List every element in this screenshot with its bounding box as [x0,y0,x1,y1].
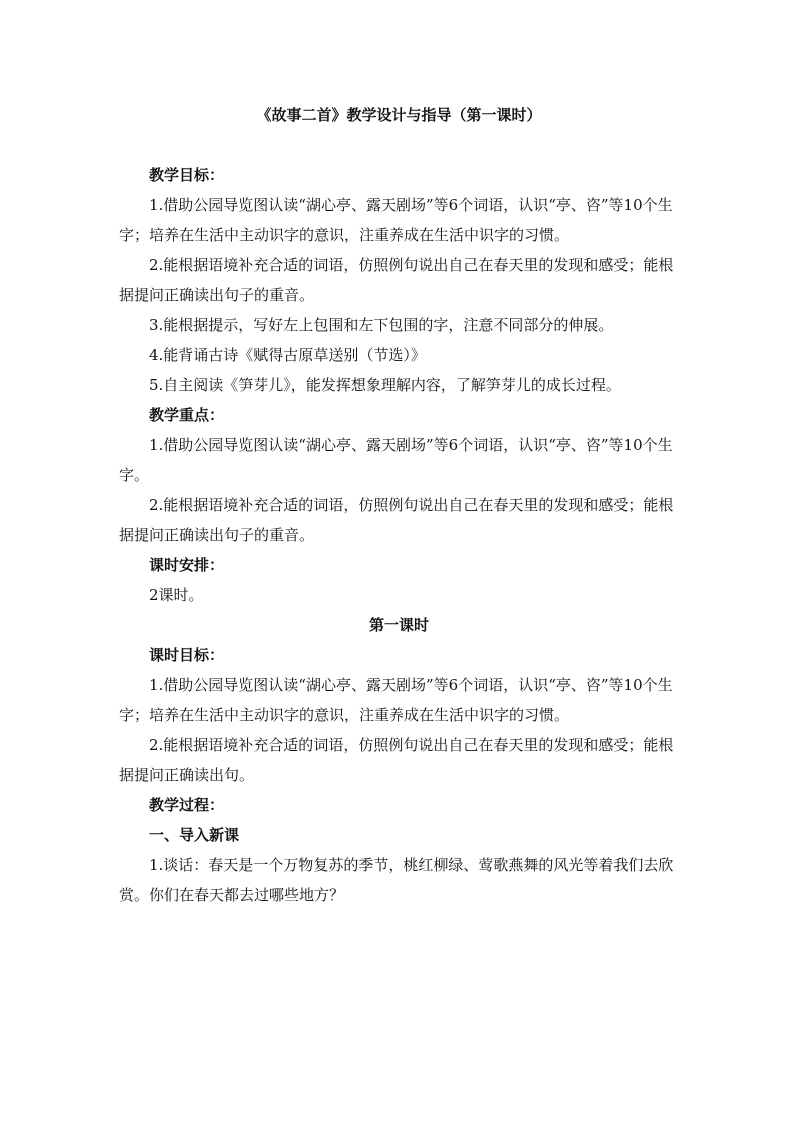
goal-item: 1.借助公园导览图认读“湖心亭、露天剧场”等6个词语，认识“亭、咨”等10个生字；培养在生活中主动识字的意识，注重养成在生活中识字的习惯。 [119,196,673,244]
lesson-goal-item: 2.能根据语境补充合适的词语，仿照例句说出自己在春天里的发现和感受；能根据提问正确读出句。 [119,736,674,784]
document-title: 《故事二首》教学设计与指导（第一课时） [256,106,542,124]
key-points-heading: 教学重点： [149,406,225,424]
lesson-heading: 第一课时 [368,616,429,634]
goal-item: 3.能根据提示，写好左上包围和左下包围的字，注意不同部分的伸展。 [149,316,614,334]
goal-item: 4.能背诵古诗《赋得古原草送别（节选）》 [149,346,426,364]
intro-paragraph: 1.谈话：春天是一个万物复苏的季节，桃红柳绿、莺歌燕舞的风光等着我们去欣赏。你们在春天都去过哪些地方？ [119,856,674,904]
intro-heading: 一、导入新课 [149,826,240,844]
key-point-item: 1.借助公园导览图认读“湖心亭、露天剧场”等6个词语，认识“亭、咨”等10个生字。 [119,436,673,484]
schedule-text: 2课时。 [149,586,204,604]
goal-item: 2.能根据语境补充合适的词语，仿照例句说出自己在春天里的发现和感受；能根据提问正确读出句子的重音。 [119,256,674,304]
schedule-heading: 课时安排： [149,556,225,574]
document-body [119,100,679,910]
lesson-goals-heading: 课时目标： [149,646,225,664]
lesson-goal-item: 1.借助公园导览图认读“湖心亭、露天剧场”等6个词语，认识“亭、咨”等10个生字；培养在生活中主动识字的意识，注重养成在生活中识字的习惯。 [119,676,673,724]
process-heading: 教学过程： [149,796,225,814]
goal-item: 5.自主阅读《笋芽儿》，能发挥想象理解内容，了解笋芽儿的成长过程。 [149,376,621,394]
goals-heading: 教学目标： [149,166,225,184]
title-spacer [119,130,679,160]
key-point-item: 2.能根据语境补充合适的词语，仿照例句说出自己在春天里的发现和感受；能根据提问正确读出句子的重音。 [119,496,674,544]
